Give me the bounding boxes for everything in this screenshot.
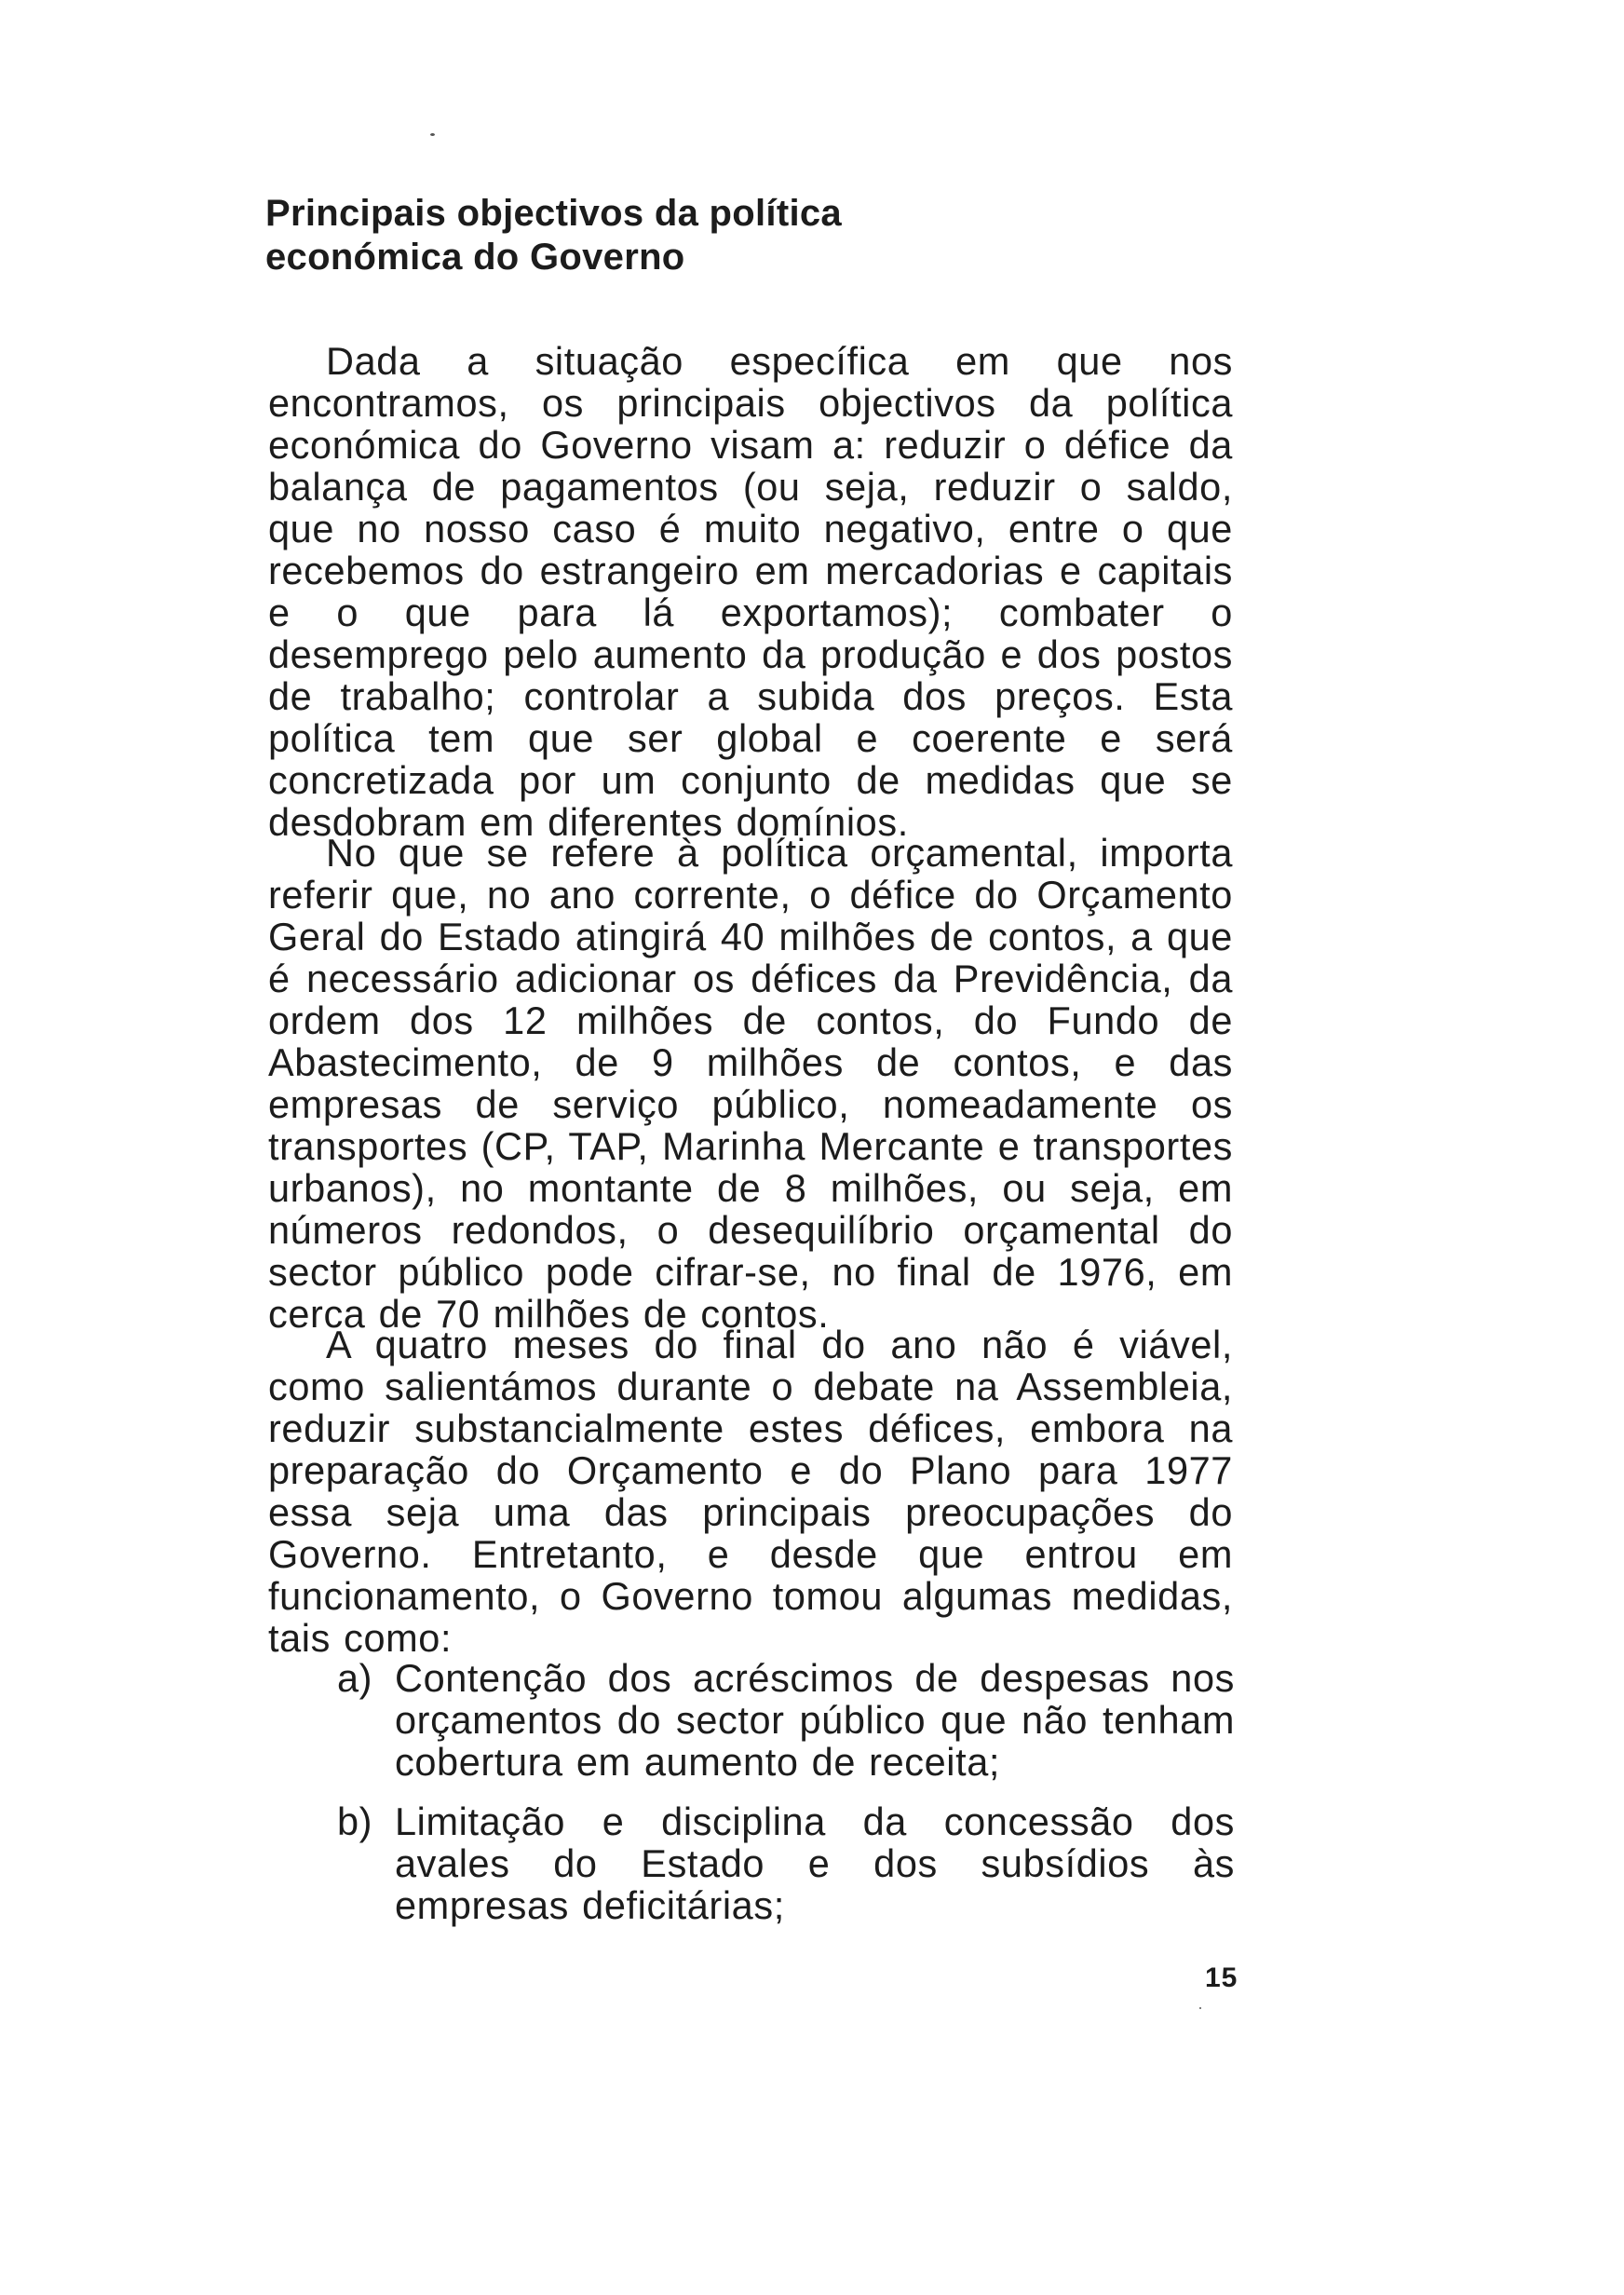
list-item-a: [337, 1657, 1235, 1783]
body-paragraph-2: No que se refere à política orçamental, importa referir que, no ano corrente, o défice do Orçamento Geral do Estado atingirá 40 milhões de contos, a que é necessário adicionar os défices da Previdência, da ordem dos 12 milhões de contos, do Fundo de Abastecimento, de 9 milhões de contos, e das empresas de serviço público, nomeadamente os transportes (CP, TAP, Marinha Mercante e transportes urbanos), no montante de 8 milhões, ou seja, em números redondos, o desequilíbrio orçamental do sector público pode cifrar-se, no final de 1976, em cerca de 70 milhões de contos.: [268, 831, 1233, 1336]
scan-speck: [430, 133, 435, 136]
section-heading-line-1: Principais objectivos da política: [265, 193, 842, 234]
section-heading: [265, 192, 973, 279]
section-heading-line-2: económica do Governo: [265, 237, 685, 278]
body-paragraph-3: A quatro meses do final do ano não é viável, como salientámos durante o debate na Assembleia, reduzir substancialmente estes défices, embora na preparação do Orçamento e do Plano para 1977 essa seja uma das principais preocupações do Governo. Entretanto, e desde que entrou em funcionamento, o Governo tomou algumas medidas, tais como:: [268, 1323, 1233, 1660]
body-paragraph-1: Dada a situação específica em que nos encontramos, os principais objectivos da política económica do Governo visam a: reduzir o défice da balança de pagamentos (ou seja, reduzir o saldo, que no nosso caso é muito negativo, entre o que recebemos do estrangeiro em mercadorias e capitais e o que para lá exportamos); combater o desemprego pelo aumento da produção e dos postos de trabalho; controlar a subida dos preços. Esta política tem que ser global e coerente e será concretizada por um conjunto de medidas que se desdobram em diferentes domínios.: [268, 339, 1233, 844]
list-marker-a: a): [337, 1656, 373, 1700]
list-item-a-text: Contenção dos acréscimos de despesas nos orçamentos do sector público que não tenham cobertura em aumento de receita;: [395, 1656, 1235, 1784]
scan-speck: [1199, 2007, 1201, 2009]
list-item-b: [337, 1800, 1235, 1926]
page-number: 15: [1205, 1962, 1238, 1993]
list-marker-b: b): [337, 1799, 373, 1843]
list-item-b-text: Limitação e disciplina da concessão dos avales do Estado e dos subsídios às empresas deficitárias;: [395, 1799, 1235, 1927]
